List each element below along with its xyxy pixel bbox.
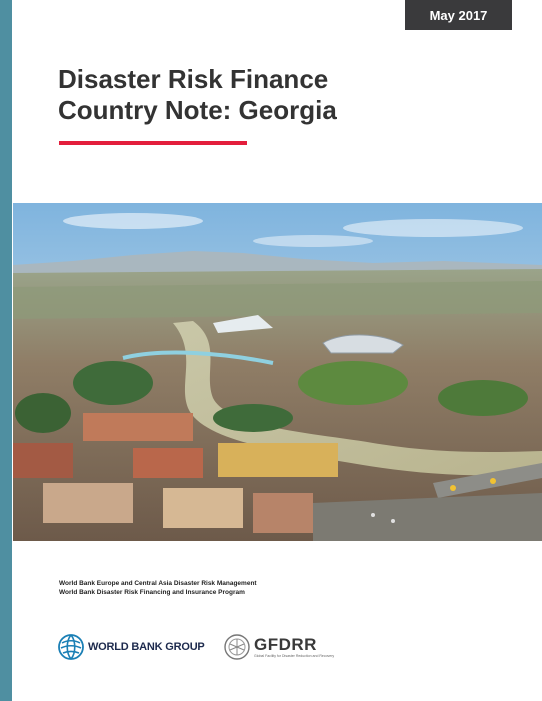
world-bank-group-logo bbox=[58, 633, 205, 661]
globe-icon bbox=[58, 634, 84, 660]
gfdrr-wordmark: GFDRR bbox=[254, 634, 317, 654]
program-credit-line: World Bank Disaster Risk Financing and Insurance Program bbox=[59, 589, 245, 596]
cover-spine-stripe bbox=[0, 0, 12, 701]
program-credit-line: World Bank Europe and Central Asia Disaster Risk Management bbox=[59, 580, 257, 587]
world-bank-group-wordmark: WORLD BANK GROUP bbox=[88, 641, 205, 653]
gfdrr-emblem-icon bbox=[224, 634, 250, 660]
report-title-line-2: Country Note: Georgia bbox=[58, 95, 337, 125]
publication-date-tag: May 2017 bbox=[405, 0, 512, 30]
report-title-line-1: Disaster Risk Finance bbox=[58, 64, 329, 94]
title-accent-rule bbox=[59, 141, 247, 145]
gfdrr-logo bbox=[224, 632, 334, 662]
gfdrr-wordmark-block bbox=[254, 636, 334, 659]
cover-photo-illustration bbox=[13, 203, 542, 541]
report-title bbox=[58, 64, 478, 126]
program-credits bbox=[59, 579, 257, 597]
cover-photo bbox=[13, 203, 542, 541]
gfdrr-tagline: Global Facility for Disaster Reduction and Recovery bbox=[254, 653, 335, 658]
